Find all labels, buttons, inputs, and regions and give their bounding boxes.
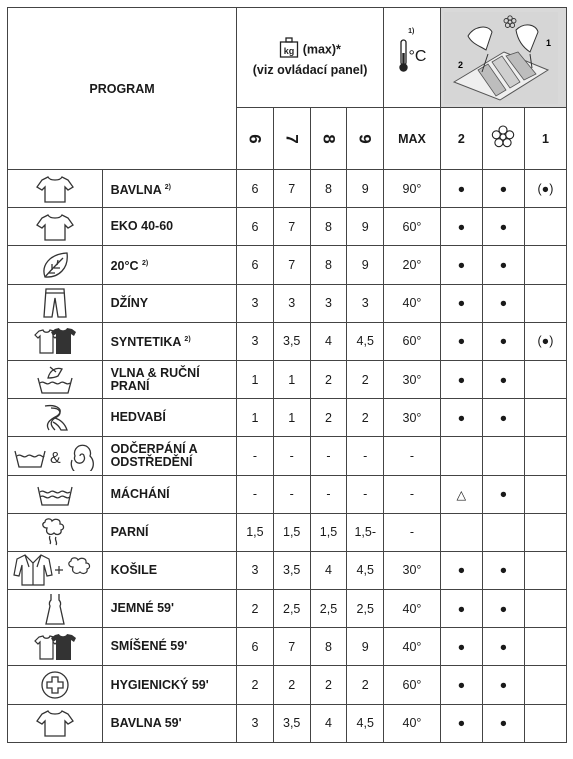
program-row [8,704,567,742]
program-name [102,475,236,513]
load-value: 3 [237,704,274,742]
program-name [102,360,236,398]
program-row [8,170,567,208]
program-name-text: SMÍŠENÉ 59' [110,639,188,654]
load-value: - [273,437,310,475]
steam-icon [8,513,103,551]
program-name [102,322,236,360]
program-name-text: VLNA & RUČNÍ PRANÍ [110,365,200,393]
main-wash-marker [524,513,566,551]
load-value: 4,5 [347,551,384,589]
program-name-text: SYNTETIKA [110,335,181,350]
max-temp-value: 30° [384,399,441,437]
load-value: 1,5 [310,513,347,551]
footnote-ref: 2) [184,336,191,344]
load-value: 9 [347,246,384,284]
program-name [102,628,236,666]
temp-footnote: 1) [408,28,415,35]
svg-text:&: & [49,449,61,467]
load-note: (viz ovládací panel) [252,63,368,77]
program-row [8,208,567,246]
load-value: 3 [273,284,310,322]
max-temp-value: 40° [384,704,441,742]
main-wash-marker [524,437,566,475]
main-wash-marker [524,399,566,437]
prewash-marker [440,513,482,551]
main-wash-marker: (●) [524,322,566,360]
program-name-text: 20°C [110,259,139,274]
program-row [8,284,567,322]
rinse-icon [8,475,103,513]
program-row [8,322,567,360]
softener-marker: ● [482,284,524,322]
max-temp-value: - [384,437,441,475]
load-value: 7 [273,628,310,666]
capacity-6: 6 [237,108,274,170]
capacity-7: 7 [273,108,310,170]
temperature-header [384,8,441,108]
program-name [102,208,236,246]
program-name [102,704,236,742]
load-value: - [310,437,347,475]
main-wash-marker [524,590,566,628]
load-value: 8 [310,246,347,284]
load-value: 1 [237,360,274,398]
prewash-marker: ● [440,551,482,589]
softener-flower-icon [482,108,524,170]
capacity-9: 9 [347,108,384,170]
load-value: - [310,475,347,513]
max-temp-label: MAX [384,108,441,170]
load-value: 1,5 [273,513,310,551]
main-wash-marker [524,704,566,742]
program-name [102,590,236,628]
softener-marker: ● [482,399,524,437]
weight-icon [279,37,299,63]
program-name-text: BAVLNA [110,182,162,197]
footnote-ref: 2) [164,183,171,191]
program-row [8,513,567,551]
program-name-text: BAVLNA 59' [110,715,182,730]
program-name-text: MÁCHÁNÍ [110,486,170,501]
tshirt-icon [8,704,103,742]
prewash-marker: ● [440,704,482,742]
load-value: 4 [310,322,347,360]
load-value: 8 [310,170,347,208]
load-value: 8 [310,628,347,666]
load-value: 2,5 [273,590,310,628]
program-table [7,7,567,743]
max-temp-value: - [384,475,441,513]
silk-scarf-icon [8,399,103,437]
prewash-marker: ● [440,399,482,437]
tshirt-icon [8,170,103,208]
jeans-icon [8,284,103,322]
shirt-steam-icon [8,551,103,589]
max-temp-value: 40° [384,590,441,628]
program-header: PROGRAM [8,8,237,170]
load-value: 7 [273,208,310,246]
load-value: 2 [347,360,384,398]
softener-marker: ● [482,322,524,360]
load-value: 2,5 [347,590,384,628]
load-value: 1 [273,360,310,398]
max-temp-value: 40° [384,628,441,666]
load-value: 6 [237,246,274,284]
program-row [8,399,567,437]
prewash-marker: ● [440,628,482,666]
load-value: 3 [237,284,274,322]
load-value: 7 [273,170,310,208]
load-value: - [347,475,384,513]
load-value: 3 [347,284,384,322]
program-row [8,437,567,475]
softener-marker: ● [482,170,524,208]
main-wash-marker [524,551,566,589]
load-value: 3 [237,551,274,589]
main-wash-marker [524,246,566,284]
mixed-shirts-icon [8,322,103,360]
load-value: 9 [347,628,384,666]
drain-spin-icon [8,437,103,475]
max-temp-value: 30° [384,360,441,398]
load-value: 6 [237,170,274,208]
prewash-marker: ● [440,170,482,208]
load-value: - [237,437,274,475]
load-value: 3,5 [273,551,310,589]
thermometer-icon [398,39,409,76]
max-temp-value: 20° [384,246,441,284]
main-wash-marker [524,360,566,398]
load-value: 4 [310,704,347,742]
program-name-text: HEDVABÍ [110,410,166,425]
program-name-text: JEMNÉ 59' [110,601,174,616]
main-wash-marker [524,666,566,704]
footnote-ref: 2) [141,259,149,267]
load-value: 1 [237,399,274,437]
load-value: 2,5 [310,590,347,628]
tshirt-icon [8,208,103,246]
load-value: 6 [237,208,274,246]
load-value: 9 [347,208,384,246]
compartment-1-label: 1 [524,108,566,170]
program-row [8,246,567,284]
program-name-text: DŽÍNY [110,295,149,310]
kg-label: kg [283,46,295,56]
load-value: 2 [347,666,384,704]
prewash-marker: △ [440,475,482,513]
load-value: 2 [310,399,347,437]
prewash-marker [440,437,482,475]
program-name-text: KOŠILE [110,562,158,577]
program-name [102,246,236,284]
detergent-drawer-image [440,8,566,108]
prewash-marker: ● [440,590,482,628]
load-value: 3,5 [273,322,310,360]
softener-marker: ● [482,666,524,704]
mixed-shirts-icon [8,628,103,666]
capacity-8: 8 [310,108,347,170]
load-value: 8 [310,208,347,246]
program-row [8,666,567,704]
prewash-marker: ● [440,246,482,284]
leaf-icon [8,246,103,284]
softener-marker: ● [482,475,524,513]
softener-marker: ● [482,246,524,284]
load-value: 4 [310,551,347,589]
program-name [102,666,236,704]
load-value: 2 [347,399,384,437]
softener-marker [482,513,524,551]
program-row [8,590,567,628]
load-value: 3 [310,284,347,322]
load-value: - [237,475,274,513]
prewash-marker: ● [440,666,482,704]
max-temp-value: - [384,513,441,551]
hand-wash-icon [8,360,103,398]
program-row [8,475,567,513]
drawer-label-1: 1 [545,37,551,48]
load-value: 2 [237,666,274,704]
softener-marker [482,437,524,475]
main-wash-marker [524,628,566,666]
prewash-marker: ● [440,360,482,398]
program-name-text: PARNÍ [110,524,149,539]
load-value: 2 [237,590,274,628]
program-name-text: ODČERPÁNÍ A ODSTŘEDĚNÍ [110,441,198,469]
program-name-text: EKO 40-60 [110,219,174,234]
load-value: 7 [273,246,310,284]
load-value: 2 [273,666,310,704]
load-value: - [273,475,310,513]
max-temp-value: 60° [384,666,441,704]
dress-icon [8,590,103,628]
program-row [8,551,567,589]
main-wash-marker: (●) [524,170,566,208]
program-name-text: HYGIENICKÝ 59' [110,677,209,692]
softener-marker: ● [482,208,524,246]
max-temp-value: 30° [384,551,441,589]
compartment-2-label: 2 [440,108,482,170]
temp-unit: °C [408,47,427,65]
load-header [237,8,384,108]
load-value: 1,5- [347,513,384,551]
load-max-label: (max)* [302,42,341,57]
main-wash-marker [524,208,566,246]
load-value: - [347,437,384,475]
program-name [102,399,236,437]
softener-marker: ● [482,360,524,398]
drawer-label-2: 2 [457,59,463,70]
program-row [8,628,567,666]
load-value: 6 [237,628,274,666]
load-value: 4,5 [347,704,384,742]
prewash-marker: ● [440,208,482,246]
program-name [102,551,236,589]
load-value: 1,5 [237,513,274,551]
softener-marker: ● [482,704,524,742]
hygiene-cross-icon [8,666,103,704]
max-temp-value: 40° [384,284,441,322]
load-value: 9 [347,170,384,208]
softener-marker: ● [482,551,524,589]
program-name [102,437,236,475]
program-name [102,170,236,208]
main-wash-marker [524,284,566,322]
load-value: 3 [237,322,274,360]
prewash-marker: ● [440,322,482,360]
load-value: 1 [273,399,310,437]
program-name [102,284,236,322]
softener-marker: ● [482,628,524,666]
load-value: 4,5 [347,322,384,360]
main-wash-marker [524,475,566,513]
prewash-marker: ● [440,284,482,322]
load-value: 2 [310,666,347,704]
softener-marker: ● [482,590,524,628]
max-temp-value: 60° [384,322,441,360]
program-name [102,513,236,551]
program-row [8,360,567,398]
load-value: 2 [310,360,347,398]
max-temp-value: 60° [384,208,441,246]
load-value: 3,5 [273,704,310,742]
max-temp-value: 90° [384,170,441,208]
